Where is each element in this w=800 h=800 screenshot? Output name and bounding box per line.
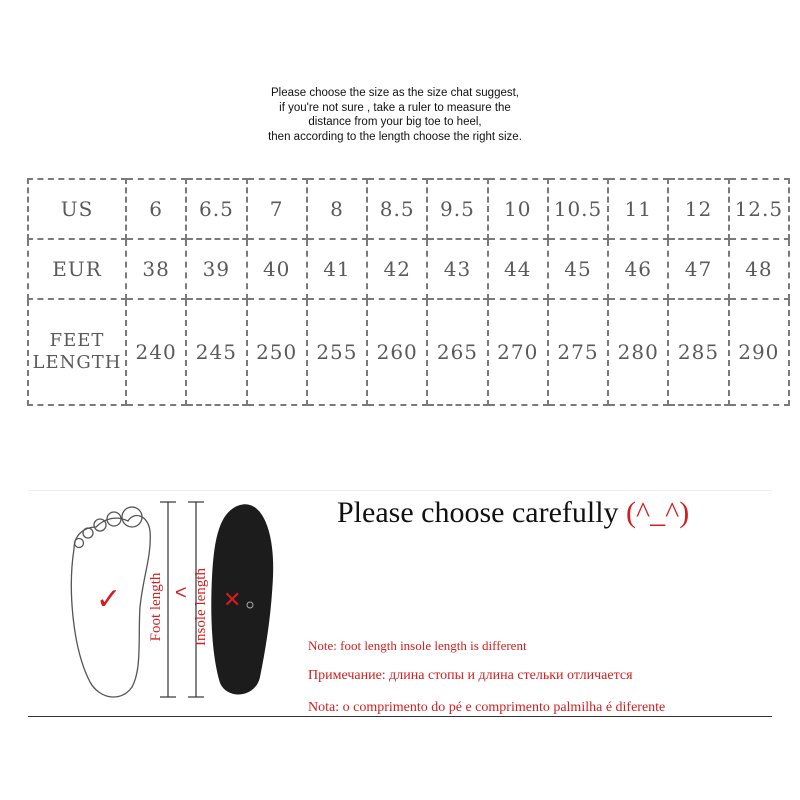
feet-length-cell: 265 [427,299,487,405]
instruction-line: distance from your big toe to heel, [308,116,482,128]
row-header-line: LENGTH [32,351,122,373]
eur-size-cell: 45 [548,239,608,299]
us-size-cell: 6 [126,179,186,239]
smiley-face: (^_^) [626,496,690,529]
insole-icon [211,504,273,694]
size-chart-table [27,178,790,406]
eur-size-cell: 44 [488,239,548,299]
feet-length-cell: 280 [608,299,668,405]
section-separator [28,490,772,491]
feet-length-cell: 270 [488,299,548,405]
eur-size-cell: 39 [186,239,246,299]
size-instructions [230,86,560,144]
eur-size-cell: 42 [367,239,427,299]
feet-length-cell: 240 [126,299,186,405]
feet-length-cell: 245 [186,299,246,405]
us-size-cell: 12 [668,179,728,239]
us-size-cell: 11 [608,179,668,239]
note-russian: Примечание: длина стопы и длина стельки отличается [308,668,633,683]
bottom-divider [28,716,772,717]
row-header-feet-length [28,299,126,405]
headline-text: Please choose carefully [337,496,619,529]
foot-insole-illustration [60,497,290,707]
note-english: Note: foot length insole length is different [308,638,527,653]
feet-length-cell: 250 [247,299,307,405]
cross-icon: ✕ [223,588,242,613]
us-size-cell: 9.5 [427,179,487,239]
us-size-cell: 7 [247,179,307,239]
check-icon: ✓ [96,582,122,617]
row-header-us: US [28,179,126,239]
eur-size-row [28,239,789,299]
row-header-line: FEET [49,329,105,351]
feet-length-cell: 285 [668,299,728,405]
us-size-cell: 8.5 [367,179,427,239]
note-portuguese: Nota: o comprimento do pé e comprimento palmilha é diferente [308,700,666,715]
us-size-cell: 12.5 [729,179,789,239]
instruction-line: then according to the length choose the right size. [268,130,522,143]
eur-size-cell: 47 [668,239,728,299]
row-header-eur: EUR [28,239,126,299]
eur-size-cell: 40 [247,239,307,299]
feet-length-cell: 290 [729,299,789,405]
eur-size-cell: 41 [307,239,367,299]
eur-size-cell: 46 [608,239,668,299]
eur-size-cell: 48 [729,239,789,299]
us-size-row [28,179,789,239]
feet-length-row [28,299,789,405]
headline [337,496,689,530]
instruction-line: if you're not sure , take a ruler to measure the [279,101,511,114]
foot-length-label: Foot length [148,572,164,642]
feet-length-cell: 260 [367,299,427,405]
arrow-icon: < [175,582,187,604]
feet-length-cell: 255 [307,299,367,405]
insole-length-label: Insole length [193,568,209,646]
us-size-cell: 10.5 [548,179,608,239]
us-size-cell: 6.5 [186,179,246,239]
eur-size-cell: 43 [427,239,487,299]
instruction-line: Please choose the size as the size chat suggest, [270,87,520,99]
feet-length-cell: 275 [548,299,608,405]
eur-size-cell: 38 [126,239,186,299]
us-size-cell: 10 [488,179,548,239]
us-size-cell: 8 [307,179,367,239]
